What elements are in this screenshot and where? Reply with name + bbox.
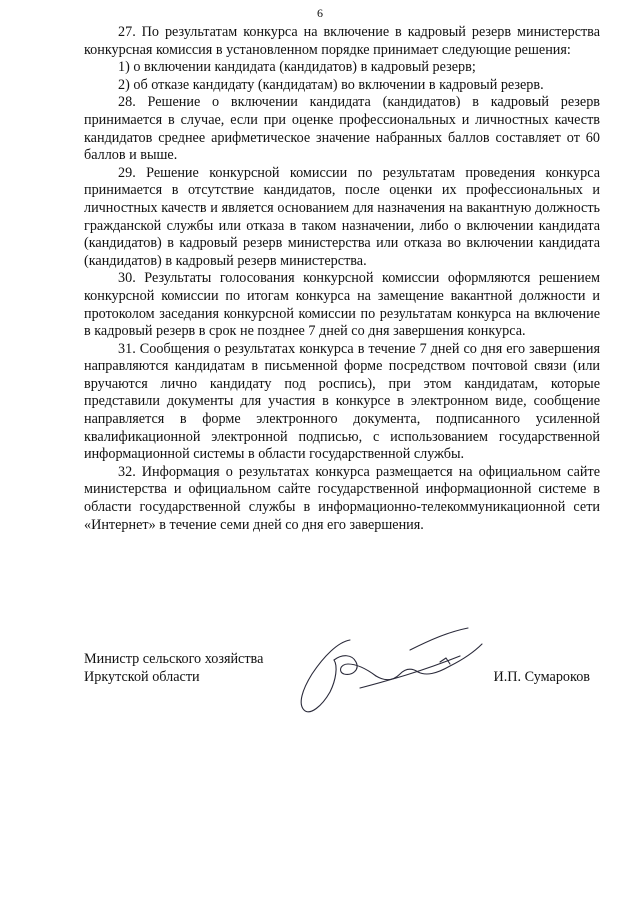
signer-name: И.П. Сумароков <box>493 669 590 685</box>
signature-stroke-flourish <box>410 628 468 650</box>
signer-title-line-1: Министр сельского хозяйства <box>84 651 264 667</box>
handwritten-signature <box>290 618 490 718</box>
signature-stroke-tail <box>376 644 482 680</box>
paragraph-27-item-1: 1) о включении кандидата (кандидатов) в кадровый резерв; <box>118 59 476 76</box>
paragraph-30: 30. Результаты голосования конкурсной комиссии оформляются решением конкурсной комиссии по итогам конкурса на замещение вакантной должности и протоколом заседания конкурсной комиссии по результатам конкурса на включение в кадровый резерв в срок не позднее 7 дней со дня завершения конкурса. <box>84 270 600 340</box>
page-number: 6 <box>317 6 323 20</box>
paragraph-27-item-2: 2) об отказе кандидату (кандидатам) во включении в кадровый резерв. <box>118 76 544 93</box>
paragraph-27: 27. По результатам конкурса на включение в кадровый резерв министерства конкурсная комиссия в установленном порядке принимает следующие решения: <box>84 24 600 58</box>
paragraph-29: 29. Решение конкурсной комиссии по результатам проведения конкурса принимается в отсутствие кандидатов, после оценки их профессиональных и личностных качеств и является основанием для назначения на вакантную должность гражданской службы или отказа в таком назначении, либо о включении кандидата (кандидатов) в кадровый резерв министерства или отказа во включении кандидата (кандидатов) в кадровый резерв министерства. <box>84 164 600 269</box>
paragraph-28: 28. Решение о включении кандидата (кандидатов) в кадровый резерв принимается в случае, если при оценке профессиональных и личностных качеств кандидатов среднее арифметическое значение набранных баллов составляет от 60 баллов и выше. <box>84 94 600 164</box>
signature-stroke-main <box>301 640 350 712</box>
document-body <box>84 24 600 534</box>
paragraph-31: 31. Сообщения о результатах конкурса в течение 7 дней со дня его завершения направляются кандидатам в письменной форме посредством почтовой связи (или вручаются лично кандидату под роспись), при этом кандидатам, которые представили документы для участия в конкурсе в электронном виде, сообщение направляется в форме электронного документа, подписанного усиленной квалификационной электронной подписью, с использованием государственной информационной системы в области государственной службы. <box>84 340 600 463</box>
signature-stroke-underline <box>360 656 460 688</box>
signature-stroke-loop <box>334 656 376 676</box>
paragraph-32: 32. Информация о результатах конкурса размещается на официальном сайте министерства и официальном сайте государственной информационной системе в области государственной службы в информационно-телекоммуникационной сети «Интернет» в течение семи дней со дня его завершения. <box>84 463 600 533</box>
signer-title-line-2: Иркутской области <box>84 669 200 685</box>
